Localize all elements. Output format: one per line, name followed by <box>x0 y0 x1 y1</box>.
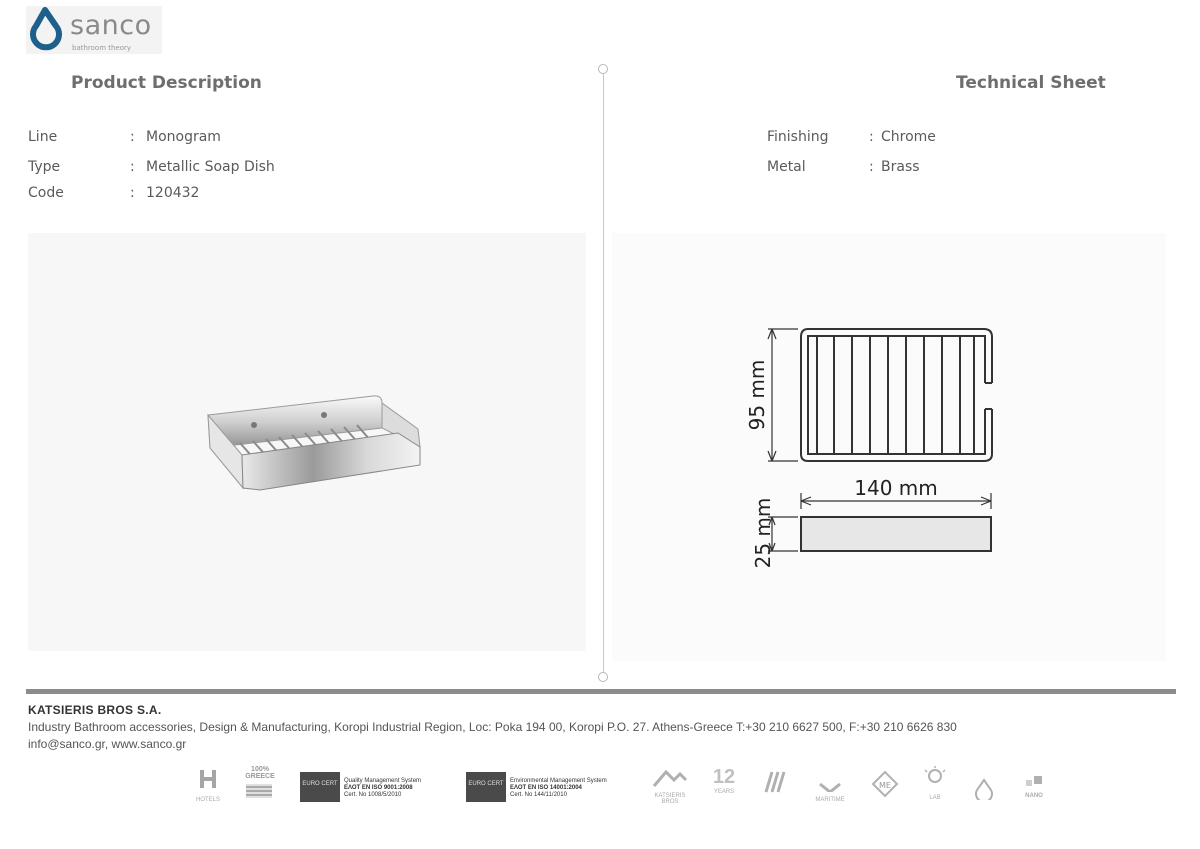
eurocert-badge: EURO CERT <box>466 772 506 802</box>
technical-sheet-heading: Technical Sheet <box>956 73 1106 93</box>
height-dimension-line <box>768 329 798 461</box>
hotels-logo: HOTELS <box>190 766 226 808</box>
spec-value: Chrome <box>881 129 936 145</box>
iso-9001-cert: EURO CERT Quality Management System ΕΛΟΤ EN ISO 9001:2008 Cert. No 1008/5/2010 <box>300 766 450 808</box>
water-drop-icon <box>26 6 70 54</box>
spec-label: Code <box>28 185 64 201</box>
greece-logo: 100% GREECE <box>244 766 276 808</box>
spec-label: Metal <box>767 159 806 175</box>
spec-value: Monogram <box>146 129 221 145</box>
greek-flag-icon <box>244 780 276 800</box>
company-name: KATSIERIS BROS S.A. <box>28 703 162 717</box>
soap-dish-image <box>28 233 586 651</box>
company-contact[interactable]: info@sanco.gr, www.sanco.gr <box>28 737 187 751</box>
depth-label: 25 mm <box>751 497 775 569</box>
spec-value: 120432 <box>146 185 200 201</box>
katsieris-logo: KATSIERIS BROS <box>650 766 690 808</box>
stripes-logo <box>760 766 790 808</box>
roof-icon <box>650 766 690 788</box>
lightbulb-icon <box>920 766 950 790</box>
eurocert-badge: EURO CERT <box>300 772 340 802</box>
spec-value: Brass <box>881 159 920 175</box>
certifications-strip <box>190 766 1060 808</box>
wire-bars <box>817 336 974 454</box>
nano-logo: NANO <box>1018 766 1050 808</box>
technical-drawing <box>612 233 1166 661</box>
front-view <box>801 517 991 551</box>
spec-separator: : <box>130 129 135 145</box>
brand-name: sanco <box>70 10 152 41</box>
nano-squares-icon <box>1018 766 1050 788</box>
iso-14001-cert: EURO CERT Environmental Management System ΕΛΟΤ EN ISO 14001:2004 Cert. No 144/11/2010 <box>466 766 626 808</box>
brand-tagline: bathroom theory <box>72 44 132 52</box>
diamond-icon <box>870 766 900 798</box>
hotel-h-icon <box>190 766 226 792</box>
drop-logo <box>972 766 996 808</box>
spec-value: Metallic Soap Dish <box>146 159 275 175</box>
wave-icon <box>810 766 850 792</box>
company-address: Industry Bathroom accessories, Design & Manufacturing, Koropi Industrial Region, Loc: Poka 194 00, Koropi P.O. 27. Athens-Greece T:+30 210 6627 500, F:+30 210 6626 830 <box>28 720 957 734</box>
divider-bottom-dot <box>598 672 608 682</box>
spec-label: Finishing <box>767 129 829 145</box>
stripes-icon <box>760 766 790 796</box>
brand-logo <box>26 6 162 54</box>
svg-text:ME: ME <box>879 781 891 790</box>
spec-label: Line <box>28 129 58 145</box>
spec-label: Type <box>28 159 61 175</box>
drop-icon <box>972 766 996 800</box>
years-logo: 12 YEARS <box>712 766 736 795</box>
footer-divider <box>26 689 1176 694</box>
maritime-logo: MARITIME <box>810 766 850 808</box>
me-logo <box>870 766 900 808</box>
spec-separator: : <box>130 159 135 175</box>
product-image-panel <box>28 233 586 651</box>
width-label: 140 mm <box>854 476 938 500</box>
spec-separator: : <box>869 129 874 145</box>
divider-top-dot <box>598 64 608 74</box>
height-label: 95 mm <box>745 359 769 431</box>
product-description-heading: Product Description <box>71 73 262 93</box>
lab-logo: LAB <box>920 766 950 808</box>
spec-separator: : <box>869 159 874 175</box>
top-view <box>801 329 992 461</box>
spec-separator: : <box>130 185 135 201</box>
technical-drawing-panel <box>612 233 1166 661</box>
column-divider <box>603 68 604 678</box>
